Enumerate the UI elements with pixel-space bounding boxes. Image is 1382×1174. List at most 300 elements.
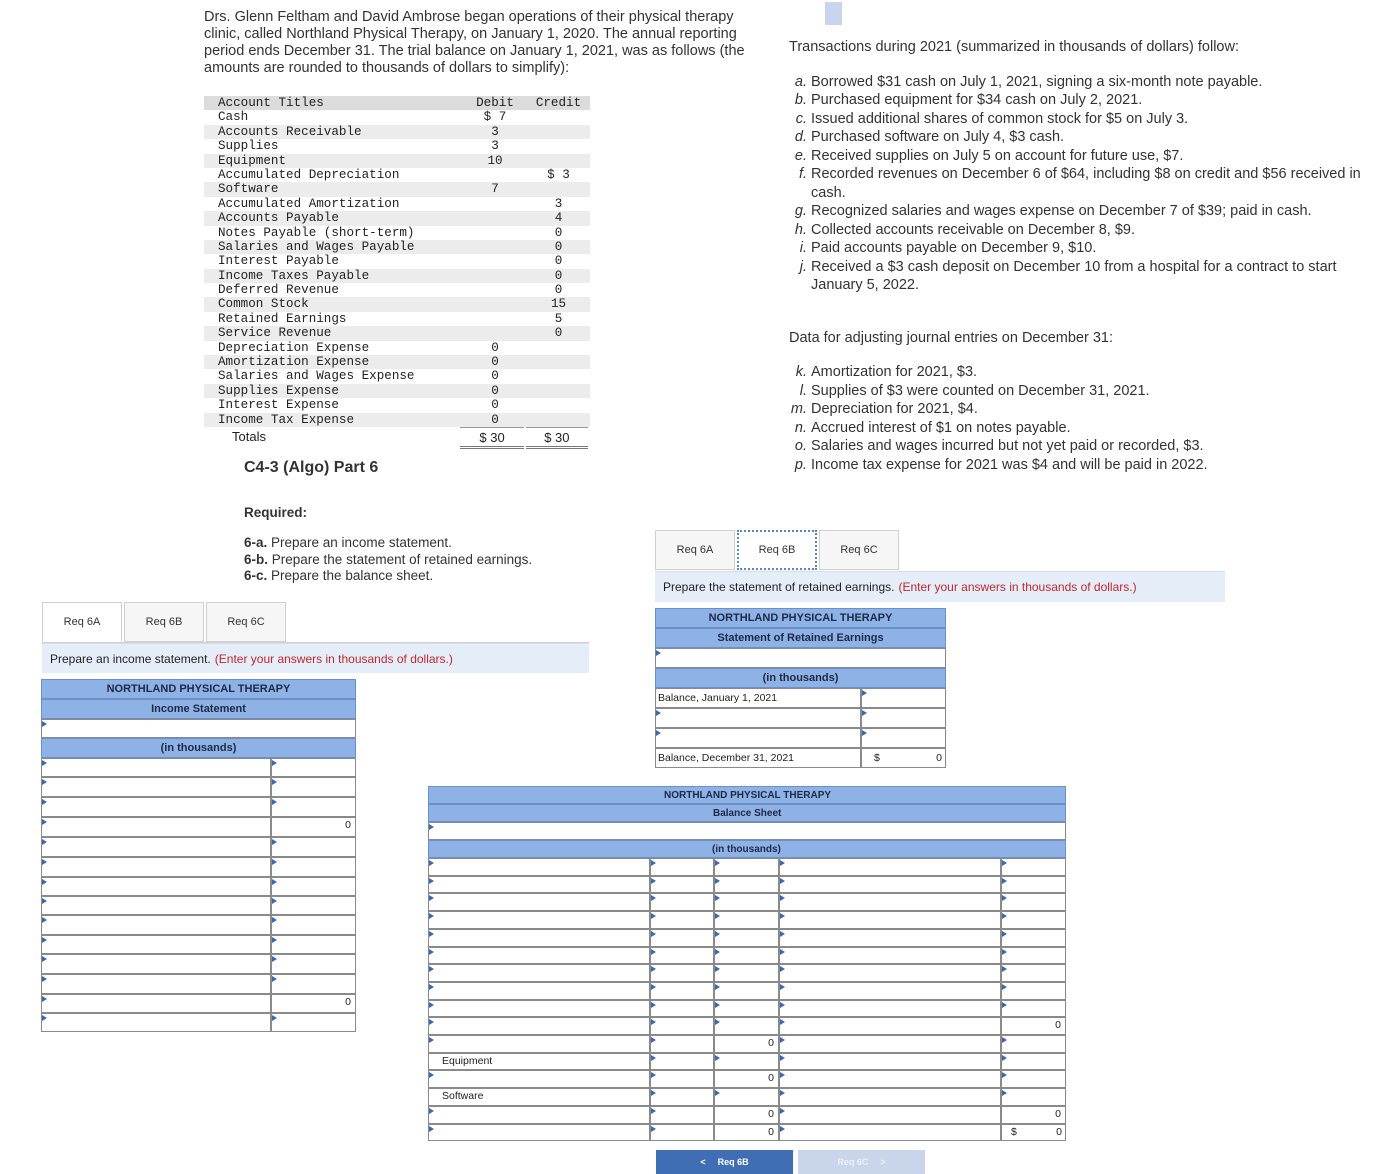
bs-asset-subamount[interactable] xyxy=(650,858,714,876)
trial-balance-row xyxy=(204,182,590,196)
bs-liability-label[interactable] xyxy=(779,1124,1001,1141)
income-statement-title: Income Statement xyxy=(41,699,356,719)
trial-balance-rows xyxy=(204,110,590,427)
income-row-label[interactable] xyxy=(41,857,271,877)
bs-liability-amount[interactable] xyxy=(1001,893,1066,911)
bs-liability-amount[interactable] xyxy=(1001,876,1066,893)
required-label: Required: xyxy=(244,505,308,520)
credit-value xyxy=(527,154,590,168)
list-item xyxy=(789,221,1374,240)
bs-total-amount: 0 xyxy=(1056,1126,1062,1138)
bs-asset-subamount[interactable] xyxy=(650,1017,714,1035)
income-row-label[interactable] xyxy=(41,935,271,954)
bs-asset-subamount[interactable] xyxy=(650,876,714,893)
requirement-6a: 6-a. Prepare an income statement. xyxy=(244,535,452,550)
debit-value: 0 xyxy=(491,398,499,413)
bs-liability-label[interactable] xyxy=(779,1070,1001,1088)
item-text: Issued additional shares of common stock for $5 on July 3. xyxy=(811,110,1189,127)
income-row-label[interactable] xyxy=(41,915,271,935)
list-item xyxy=(789,437,1374,456)
list-item xyxy=(789,73,1374,92)
income-row-amount[interactable] xyxy=(271,877,356,896)
item-text: Purchased equipment for $34 cash on July 2, 2021. xyxy=(811,92,1143,108)
account-title: Notes Payable (short-term) xyxy=(218,225,415,240)
credit-value xyxy=(527,384,590,398)
bs-asset-amount[interactable] xyxy=(714,964,779,982)
bs-liability-amount[interactable] xyxy=(1001,929,1066,947)
trial-balance-row xyxy=(204,240,590,254)
trial-balance-row xyxy=(204,125,590,139)
tab-req-6c[interactable]: Req 6C xyxy=(206,602,286,642)
bs-liability-label[interactable] xyxy=(779,1088,1001,1106)
list-item xyxy=(789,110,1374,129)
bs-asset-subtotal: 0 xyxy=(714,1035,779,1053)
bs-liability-label[interactable] xyxy=(779,982,1001,1000)
debit-value: 10 xyxy=(487,153,503,168)
bs-liability-label[interactable] xyxy=(779,1053,1001,1070)
item-key: k. xyxy=(795,364,807,380)
trial-balance-row xyxy=(204,297,590,311)
account-title: Salaries and Wages Payable xyxy=(218,239,415,254)
debit-value xyxy=(463,254,527,268)
bs-asset-subtotal: 0 xyxy=(714,1070,779,1088)
list-item xyxy=(789,202,1374,221)
bs-asset-amount[interactable] xyxy=(714,1053,779,1070)
bs-liability-amount[interactable] xyxy=(1001,947,1066,964)
credit-value xyxy=(527,369,590,383)
trial-balance-row xyxy=(204,254,590,268)
credit-value xyxy=(527,341,590,355)
income-row-amount[interactable] xyxy=(271,758,356,777)
transactions-panel xyxy=(789,38,1374,474)
bs-asset-label[interactable] xyxy=(428,929,650,947)
bs-asset-amount[interactable] xyxy=(714,982,779,1000)
bs-liability-subtotal: 0 xyxy=(1001,1106,1066,1124)
list-item xyxy=(789,363,1374,382)
income-row-label[interactable] xyxy=(41,758,271,777)
problem-intro: Drs. Glenn Feltham and David Ambrose began operations of their physical therapy clinic, called Northland Physical Therapy, on January 1, 2020. The annual reporting period ends December 31. The trial balance on January 1, 2021, was as follows (the amounts are rounded to thousands of dollars to simplify): xyxy=(204,9,745,76)
trial-balance-row xyxy=(204,168,590,182)
trial-balance-header xyxy=(204,96,590,110)
bs-asset-label[interactable] xyxy=(428,1106,650,1124)
bs-asset-label[interactable] xyxy=(428,911,650,929)
dollar-sign: $ xyxy=(1011,1126,1017,1138)
income-row-label[interactable] xyxy=(41,797,271,817)
credit-value: 0 xyxy=(554,326,563,341)
account-title: Retained Earnings xyxy=(218,311,347,326)
credit-value: 15 xyxy=(550,297,567,312)
income-row-label[interactable] xyxy=(41,896,271,915)
trial-balance-row xyxy=(204,413,590,427)
item-text: Amortization for 2021, $3. xyxy=(811,364,978,380)
list-item xyxy=(789,165,1374,202)
debit-value xyxy=(463,226,527,240)
account-title: Depreciation Expense xyxy=(218,340,370,355)
bs-asset-amount[interactable] xyxy=(714,1017,779,1035)
account-title: Service Revenue xyxy=(218,326,332,341)
bs-liability-label[interactable] xyxy=(779,1106,1001,1124)
bs-liability-amount[interactable] xyxy=(1001,911,1066,929)
item-text: Purchased software on July 4, $3 cash. xyxy=(811,129,1065,145)
left-tab-bar xyxy=(42,602,288,642)
tab-req-6b[interactable]: Req 6B xyxy=(124,602,204,642)
income-total: 0 xyxy=(271,994,356,1013)
bs-liability-subtotal: 0 xyxy=(1001,1017,1066,1035)
debit-value xyxy=(463,168,527,182)
bs-asset-label[interactable] xyxy=(428,858,650,876)
credit-value xyxy=(527,355,590,369)
bs-asset-label[interactable] xyxy=(428,1000,650,1017)
trial-balance-totals xyxy=(204,427,590,449)
bs-title: Balance Sheet xyxy=(428,804,1066,822)
highlight-marker xyxy=(825,2,842,25)
debit-value xyxy=(463,297,527,311)
item-key: d. xyxy=(794,129,807,145)
income-row-amount[interactable] xyxy=(271,896,356,915)
bs-equipment-label: Equipment xyxy=(428,1053,650,1070)
debit-value xyxy=(463,211,527,225)
adjustments-list xyxy=(789,363,1374,474)
trial-balance-row xyxy=(204,398,590,412)
bs-liability-amount[interactable] xyxy=(1001,982,1066,1000)
income-row-amount[interactable] xyxy=(271,797,356,817)
trial-balance-row xyxy=(204,369,590,383)
account-title: Interest Payable xyxy=(218,254,339,269)
account-title: Interest Expense xyxy=(218,398,339,413)
list-item xyxy=(789,400,1374,419)
credit-value: 0 xyxy=(554,225,563,240)
income-row-label[interactable] xyxy=(41,817,271,837)
credit-value: 3 xyxy=(554,196,563,211)
trial-balance-table xyxy=(204,96,590,449)
item-text: Accrued interest of $1 on notes payable. xyxy=(811,419,1071,436)
requirements-list xyxy=(244,535,532,585)
account-title: Supplies Expense xyxy=(218,383,339,398)
item-text: Collected accounts receivable on December 8, $9. xyxy=(811,221,1136,238)
bs-asset-amount[interactable] xyxy=(714,858,779,876)
col-debit: Debit xyxy=(476,96,514,110)
item-key: i. xyxy=(799,240,807,256)
account-title: Common Stock xyxy=(218,297,309,312)
retained-line-2-label[interactable] xyxy=(655,728,861,748)
bs-asset-amount[interactable] xyxy=(714,929,779,947)
bs-liability-amount[interactable] xyxy=(1001,1088,1066,1106)
income-row-amount[interactable] xyxy=(271,935,356,954)
credit-value: 0 xyxy=(554,239,563,254)
chevron-left-icon: < xyxy=(700,1157,706,1167)
bs-asset-subamount[interactable] xyxy=(650,982,714,1000)
credit-value xyxy=(527,125,590,139)
trial-balance-row xyxy=(204,154,590,168)
totals-debit: $ 30 xyxy=(460,427,523,449)
debit-value: 0 xyxy=(491,355,499,370)
account-title: Accounts Payable xyxy=(218,211,339,226)
income-row-amount[interactable] xyxy=(271,915,356,935)
list-item xyxy=(789,91,1374,110)
account-title: Cash xyxy=(218,110,249,125)
bs-asset-label[interactable] xyxy=(428,982,650,1000)
credit-value xyxy=(527,398,590,412)
trial-balance-row xyxy=(204,269,590,283)
account-title: Equipment xyxy=(218,153,287,168)
bs-asset-subamount[interactable] xyxy=(650,929,714,947)
trial-balance-row xyxy=(204,226,590,240)
income-row-label[interactable] xyxy=(41,1013,271,1032)
debit-value: 0 xyxy=(491,412,499,427)
debit-value: 0 xyxy=(491,340,499,355)
trial-balance-row xyxy=(204,110,590,124)
dollar-sign: $ xyxy=(874,752,880,764)
bs-asset-subamount[interactable] xyxy=(650,964,714,982)
list-item xyxy=(789,419,1374,438)
tab-req-6a-2[interactable]: Req 6A xyxy=(655,530,735,570)
bs-company-name: NORTHLAND PHYSICAL THERAPY xyxy=(428,786,1066,804)
bs-liability-label[interactable] xyxy=(779,929,1001,947)
item-key: h. xyxy=(794,221,807,238)
income-row-label[interactable] xyxy=(41,877,271,896)
bs-total-liabilities-equity xyxy=(1001,1124,1066,1141)
bs-asset-subamount[interactable] xyxy=(650,1000,714,1017)
credit-value: 0 xyxy=(554,254,563,269)
requirement-6c: 6-c. Prepare the balance sheet. xyxy=(244,568,434,583)
requirement-6b: 6-b. Prepare the statement of retained earnings. xyxy=(244,551,533,567)
item-key: n. xyxy=(794,419,807,436)
bs-asset-amount[interactable] xyxy=(714,947,779,964)
bs-asset-label[interactable] xyxy=(428,876,650,893)
bs-asset-amount[interactable] xyxy=(714,1088,779,1106)
item-key: e. xyxy=(794,147,807,164)
transactions-intro: Transactions during 2021 (summarized in thousands of dollars) follow: xyxy=(789,39,1239,55)
adjusting-intro: Data for adjusting journal entries on December 31: xyxy=(789,329,1114,346)
account-title: Supplies xyxy=(218,139,279,154)
bs-liability-amount[interactable] xyxy=(1001,964,1066,982)
list-item xyxy=(789,456,1374,475)
debit-value xyxy=(463,240,527,254)
tab-req-6b-2[interactable]: Req 6B xyxy=(737,530,817,570)
balance-jan-label: Balance, January 1, 2021 xyxy=(655,688,861,708)
account-title: Software xyxy=(218,182,279,197)
list-item xyxy=(789,147,1374,166)
bs-asset-subamount[interactable] xyxy=(650,1070,714,1088)
prev-button[interactable]: < Req 6B xyxy=(656,1150,793,1174)
trial-balance-row xyxy=(204,211,590,225)
income-row-amount[interactable] xyxy=(271,974,356,994)
balance-dec-amount: 0 xyxy=(936,752,942,764)
bs-liability-label[interactable] xyxy=(779,876,1001,893)
bs-asset-subtotal: 0 xyxy=(714,1124,779,1141)
credit-value xyxy=(527,182,590,196)
bs-asset-label[interactable] xyxy=(428,964,650,982)
bs-liability-label[interactable] xyxy=(779,947,1001,964)
trial-balance-row xyxy=(204,355,590,369)
trial-balance-row xyxy=(204,341,590,355)
retained-line-1-label[interactable] xyxy=(655,708,861,728)
credit-value: $ 3 xyxy=(547,167,570,182)
item-text: Supplies of $3 were counted on December 31, 2021. xyxy=(811,382,1150,399)
bs-asset-amount[interactable] xyxy=(714,911,779,929)
income-row-amount[interactable] xyxy=(271,1013,356,1032)
bs-asset-subamount[interactable] xyxy=(650,1053,714,1070)
retained-units-header: (in thousands) xyxy=(655,668,946,688)
debit-value: 3 xyxy=(491,139,499,154)
income-row-label[interactable] xyxy=(41,837,271,857)
bs-liability-label[interactable] xyxy=(779,893,1001,911)
income-row-label[interactable] xyxy=(41,954,271,974)
income-instruction: Prepare an income statement. (Enter your answers in thousands of dollars.) xyxy=(42,643,589,673)
debit-value: 0 xyxy=(491,383,499,398)
item-text: Salaries and wages incurred but not yet paid or recorded, $3. xyxy=(811,438,1204,454)
item-key: o. xyxy=(794,438,807,454)
bs-liability-label[interactable] xyxy=(779,911,1001,929)
bs-date-input[interactable] xyxy=(428,822,1066,840)
retained-instruction: Prepare the statement of retained earnings. (Enter your answers in thousands of dollars.) xyxy=(655,571,1225,602)
trial-balance-row xyxy=(204,283,590,297)
account-title: Income Taxes Payable xyxy=(218,268,370,283)
retained-statement-title: Statement of Retained Earnings xyxy=(655,628,946,648)
retained-line-2-input[interactable] xyxy=(861,728,946,748)
bs-asset-subtotal: 0 xyxy=(714,1106,779,1124)
retained-company-name: NORTHLAND PHYSICAL THERAPY xyxy=(655,608,946,628)
debit-value xyxy=(463,269,527,283)
item-text: Recorded revenues on December 6 of $64, including $8 on credit and $56 received in cash. xyxy=(811,166,1361,201)
tab-req-6c-2[interactable]: Req 6C xyxy=(819,530,899,570)
account-title: Accumulated Depreciation xyxy=(218,167,400,182)
item-text: Borrowed $31 cash on July 1, 2021, signing a six-month note payable. xyxy=(811,73,1263,90)
bs-asset-amount[interactable] xyxy=(714,893,779,911)
income-row-label[interactable] xyxy=(41,994,271,1013)
bs-asset-label[interactable] xyxy=(428,1017,650,1035)
bs-asset-subamount[interactable] xyxy=(650,947,714,964)
account-title: Amortization Expense xyxy=(218,355,370,370)
income-row-label[interactable] xyxy=(41,777,271,797)
item-key: m. xyxy=(790,401,807,417)
income-company-name: NORTHLAND PHYSICAL THERAPY xyxy=(41,679,356,699)
debit-value: 7 xyxy=(491,182,499,197)
debit-value xyxy=(463,283,527,297)
balance-dec-value xyxy=(861,748,946,768)
totals-label: Totals xyxy=(232,428,266,444)
account-title: Income Tax Expense xyxy=(218,412,355,427)
credit-value: 0 xyxy=(554,268,563,283)
bs-asset-label[interactable] xyxy=(428,1035,650,1053)
item-key: p. xyxy=(794,456,807,473)
balance-jan-input[interactable] xyxy=(861,688,946,708)
list-item xyxy=(789,382,1374,401)
bs-asset-amount[interactable] xyxy=(714,1000,779,1017)
credit-value xyxy=(527,110,590,124)
bs-liability-amount[interactable] xyxy=(1001,858,1066,876)
debit-value xyxy=(463,312,527,326)
next-button[interactable]: Req 6C > xyxy=(798,1150,925,1174)
list-item xyxy=(789,128,1374,147)
col-account-titles: Account Titles xyxy=(218,96,324,110)
item-key: c. xyxy=(795,110,807,127)
retained-line-1-input[interactable] xyxy=(861,708,946,728)
credit-value xyxy=(527,413,590,427)
chevron-right-icon: > xyxy=(880,1157,886,1167)
debit-value xyxy=(463,326,527,340)
bs-asset-label[interactable] xyxy=(428,947,650,964)
item-key: j. xyxy=(799,258,807,275)
income-row-amount[interactable] xyxy=(271,837,356,857)
bs-liability-label[interactable] xyxy=(779,1000,1001,1017)
bs-asset-amount[interactable] xyxy=(714,876,779,893)
bs-liability-amount[interactable] xyxy=(1001,1000,1066,1017)
trial-balance-row xyxy=(204,139,590,153)
bs-liability-label[interactable] xyxy=(779,1035,1001,1053)
income-units-header: (in thousands) xyxy=(41,738,356,758)
credit-value: 5 xyxy=(554,311,563,326)
item-key: a. xyxy=(794,73,807,90)
trial-balance-row xyxy=(204,384,590,398)
tab-req-6a[interactable]: Req 6A xyxy=(42,602,122,642)
account-title: Accumulated Amortization xyxy=(218,196,400,211)
bs-asset-subamount[interactable] xyxy=(650,911,714,929)
bs-liability-label[interactable] xyxy=(779,964,1001,982)
list-item xyxy=(789,239,1374,258)
item-key: g. xyxy=(794,203,807,219)
debit-value: $ 7 xyxy=(483,110,507,125)
credit-value: 0 xyxy=(554,283,563,298)
list-item xyxy=(789,258,1374,295)
income-row-label[interactable] xyxy=(41,974,271,994)
item-text: Received a $3 cash deposit on December 10 from a hospital for a contract to start January 5, 2022. xyxy=(811,258,1337,293)
account-title: Deferred Revenue xyxy=(218,283,339,298)
bs-asset-subamount[interactable] xyxy=(650,1124,714,1141)
debit-value: 0 xyxy=(491,369,499,384)
account-title: Accounts Receivable xyxy=(218,124,362,139)
item-text: Received supplies on July 5 on account for future use, $7. xyxy=(811,147,1184,164)
debit-value xyxy=(463,197,527,211)
bs-asset-subamount[interactable] xyxy=(650,893,714,911)
account-title: Salaries and Wages Expense xyxy=(218,369,415,384)
bs-asset-label[interactable] xyxy=(428,1124,650,1141)
income-date-input[interactable] xyxy=(41,719,356,738)
bs-liability-label[interactable] xyxy=(779,858,1001,876)
item-key: f. xyxy=(798,166,807,182)
item-text: Income tax expense for 2021 was $4 and will be paid in 2022. xyxy=(811,456,1208,473)
bs-liability-amount[interactable] xyxy=(1001,1070,1066,1088)
trial-balance-row xyxy=(204,312,590,326)
retained-date-input[interactable] xyxy=(655,648,946,668)
col-credit: Credit xyxy=(535,96,582,110)
income-subtotal: 0 xyxy=(271,817,356,837)
debit-value: 3 xyxy=(491,124,499,139)
income-row-amount[interactable] xyxy=(271,777,356,797)
bs-asset-subamount[interactable] xyxy=(650,1035,714,1053)
bs-asset-label[interactable] xyxy=(428,893,650,911)
bs-asset-label[interactable] xyxy=(428,1070,650,1088)
totals-credit: $ 30 xyxy=(526,427,588,449)
bs-liability-amount[interactable] xyxy=(1001,1053,1066,1070)
trial-balance-row xyxy=(204,326,590,340)
bs-units-header: (in thousands) xyxy=(428,840,1066,858)
bs-liability-label[interactable] xyxy=(779,1017,1001,1035)
transactions-list xyxy=(789,73,1374,295)
item-key: l. xyxy=(799,382,807,399)
bs-asset-subamount[interactable] xyxy=(650,1106,714,1124)
item-text: Depreciation for 2021, $4. xyxy=(811,401,978,417)
income-row-amount[interactable] xyxy=(271,954,356,974)
credit-value: 4 xyxy=(554,211,563,226)
income-row-amount[interactable] xyxy=(271,857,356,877)
part-title: C4-3 (Algo) Part 6 xyxy=(244,459,379,476)
item-key: b. xyxy=(794,92,807,108)
balance-dec-label: Balance, December 31, 2021 xyxy=(655,748,861,768)
bs-liability-amount[interactable] xyxy=(1001,1035,1066,1053)
bs-software-label: Software xyxy=(428,1088,650,1106)
bs-asset-subamount[interactable] xyxy=(650,1088,714,1106)
